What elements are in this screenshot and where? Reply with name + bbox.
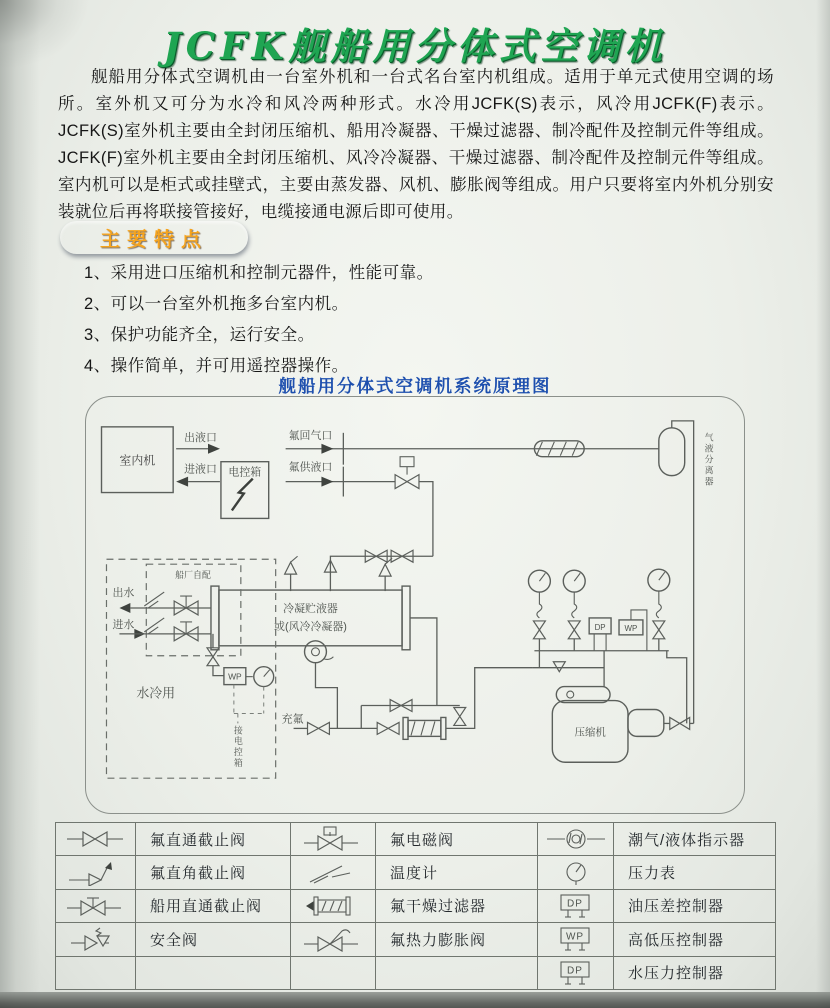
symbol-legend-table — [55, 822, 776, 990]
straight-stop-valve-icon — [56, 823, 136, 856]
legend-label: 氟直角截止阀 — [136, 856, 291, 889]
feature-item: 2、可以一台室外机拖多台室内机。 — [84, 295, 349, 313]
legend-label: 氟热力膨胀阀 — [376, 923, 538, 956]
oil-pressure-controller — [589, 618, 611, 651]
system-schematic-diagram — [85, 396, 745, 814]
compressor — [552, 687, 663, 763]
legend-label: 船用直通截止阀 — [136, 889, 291, 922]
filter-drier-icon — [291, 889, 376, 922]
marine-stop-valve — [174, 622, 198, 641]
legend-label: 氟直通截止阀 — [136, 823, 291, 856]
svg-text:进水: 进水 — [112, 618, 135, 631]
pressure-gauge — [254, 667, 274, 687]
svg-text:船厂自配: 船厂自配 — [175, 570, 211, 581]
svg-text:WP: WP — [565, 931, 584, 943]
scan-edge-shading-bottom — [0, 992, 830, 1008]
feature-list — [84, 258, 644, 382]
high-low-pressure-controller — [619, 610, 647, 651]
svg-text:或(风冷冷凝器): 或(风冷冷凝器) — [274, 620, 347, 633]
empty-cell — [56, 956, 136, 989]
expansion-valve-icon — [291, 923, 376, 956]
angle-stop-valve-icon — [56, 856, 136, 889]
discharge-valve — [670, 717, 690, 729]
indoor-unit-box — [102, 427, 174, 493]
legend-row — [56, 923, 776, 956]
legend-label: 水压力控制器 — [614, 956, 776, 989]
dp-controller-icon — [538, 889, 614, 922]
safety-valve-icon — [56, 923, 136, 956]
filter-drier — [377, 717, 446, 739]
legend-label: 氟电磁阀 — [376, 823, 538, 856]
svg-text:DP: DP — [594, 622, 606, 632]
pressure-gauge-icon — [538, 856, 614, 889]
feature-item: 4、操作简单，并可用遥控器操作。 — [84, 357, 349, 375]
svg-text:电控箱: 电控箱 — [228, 466, 262, 479]
intro-paragraph: 舰船用分体式空调机由一台室外机和一台式名台室内机组成。适用于单元式使用空调的场所。室外机又可分为水冷和风冷两种形式。水冷用JCFK(S)表示，风冷用JCFK(F)表示。JCFK(S)室外机主要由全封闭压缩机、船用冷凝器、干燥过滤器、制冷配件及控制元件等组成。JCFK(F)室外机主要由全封闭压缩机、风冷冷凝器、干燥过滤器、制冷配件及控制元件等组成。室内机可以是柜式或挂壁式，主要由蒸发器、风机、膨胀阀等组成。用户只要将室内外机分别安装就位后再将联接管接好，电缆接通电源后即可使用。 — [58, 68, 774, 221]
marine-stop-valve-icon — [56, 889, 136, 922]
liquid-line-network — [282, 618, 533, 739]
legend-row — [56, 956, 776, 989]
svg-text:出水: 出水 — [112, 587, 135, 600]
thermometer-icon — [144, 618, 164, 634]
gas-return-line — [286, 428, 659, 465]
svg-text:冷凝贮液器: 冷凝贮液器 — [283, 602, 338, 615]
charge-valve — [308, 722, 330, 734]
pressure-gauge — [528, 570, 550, 651]
svg-text:氟回气口: 氟回气口 — [288, 429, 333, 442]
legend-label: 温度计 — [376, 856, 538, 889]
compressor-group — [532, 651, 693, 762]
legend-label: 高低压控制器 — [614, 923, 776, 956]
svg-text:接电控箱: 接电控箱 — [232, 725, 243, 770]
pressure-gauge — [648, 569, 670, 651]
diagram-title: 舰船用分体式空调机系统原理图 — [278, 376, 552, 396]
svg-text:WP: WP — [228, 671, 242, 682]
empty-cell — [376, 956, 538, 989]
svg-text:气液分离器: 气液分离器 — [703, 432, 714, 488]
legend-label: 安全阀 — [136, 923, 291, 956]
sight-glass — [305, 641, 334, 663]
thermometer-icon — [291, 856, 376, 889]
empty-cell — [136, 956, 291, 989]
indoor-unit-ports — [176, 430, 220, 487]
marine-stop-valve — [174, 596, 198, 615]
svg-text:WP: WP — [624, 623, 638, 633]
liquid-supply-line — [286, 457, 433, 557]
solenoid-valve-icon — [291, 823, 376, 856]
solenoid-valve — [395, 457, 419, 489]
feature-item: 3、保护功能齐全，运行安全。 — [84, 326, 315, 344]
scan-edge-shading-left — [0, 0, 40, 1008]
features-badge — [60, 221, 248, 254]
lightning-icon — [232, 479, 253, 511]
legend-label: 氟干燥过滤器 — [376, 889, 538, 922]
pressure-gauge — [563, 570, 585, 651]
svg-text:压缩机: 压缩机 — [574, 727, 606, 739]
feature-item: 1、采用进口压缩机和控制元器件，性能可靠。 — [84, 264, 434, 282]
condenser-top-valves — [285, 550, 433, 591]
svg-text:氟供液口: 氟供液口 — [288, 461, 333, 474]
svg-text:充氟: 充氟 — [281, 713, 304, 726]
legend-row — [56, 823, 776, 856]
svg-text:DP: DP — [566, 898, 583, 910]
moisture-liquid-indicator-icon — [538, 823, 614, 856]
schematic-svg — [86, 397, 744, 813]
page-title: JCFK舰船用分体式空调机 — [163, 24, 667, 68]
svg-text:进液口: 进液口 — [184, 463, 217, 476]
wp-controller-icon — [538, 923, 614, 956]
electric-control-box — [221, 462, 269, 519]
legend-row — [56, 856, 776, 889]
legend-label: 潮气/液体指示器 — [614, 823, 776, 856]
legend-label: 压力表 — [614, 856, 776, 889]
thermometer-icon — [144, 592, 164, 608]
empty-cell — [291, 956, 376, 989]
svg-text:出液口: 出液口 — [184, 431, 217, 444]
svg-text:DP: DP — [566, 965, 583, 977]
legend-row — [56, 889, 776, 922]
water-cooling-section — [106, 559, 275, 778]
dp-controller-icon — [538, 956, 614, 989]
water-pressure-controller — [224, 668, 246, 685]
features-badge-label: 主要特点 — [100, 229, 208, 251]
scan-edge-shading-right — [816, 0, 830, 1008]
legend-label: 油压差控制器 — [614, 889, 776, 922]
svg-text:室内机: 室内机 — [119, 453, 156, 468]
small-valve — [454, 708, 466, 726]
svg-text:水冷用: 水冷用 — [136, 685, 176, 701]
